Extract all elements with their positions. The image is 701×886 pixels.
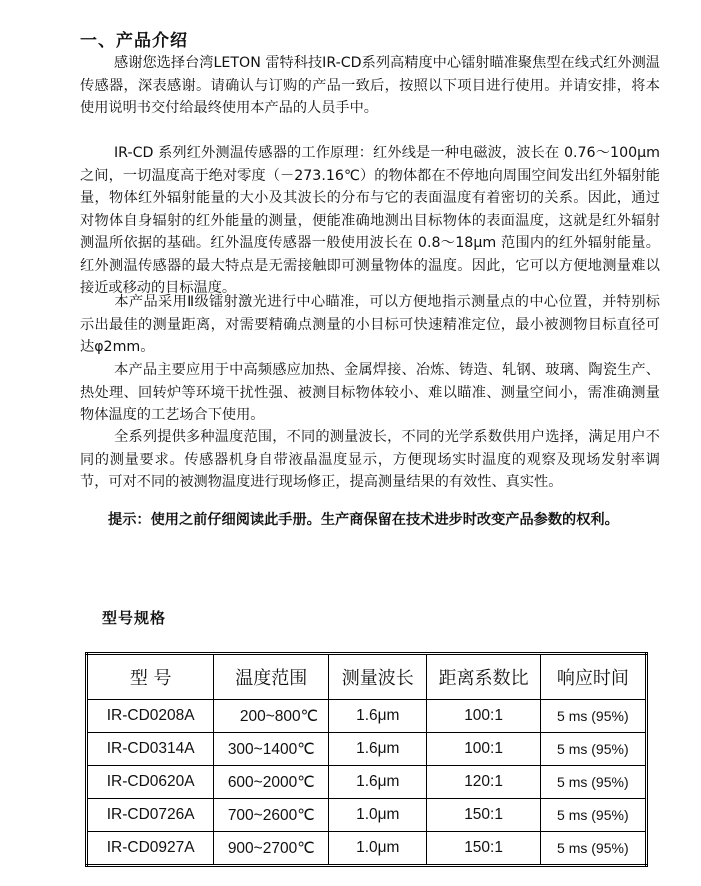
cell-response-time: 5 ms (95%) bbox=[540, 832, 646, 866]
laser-paragraph bbox=[80, 291, 660, 359]
cell-wavelength: 1.6μm bbox=[329, 733, 427, 766]
spec-table bbox=[85, 652, 648, 867]
cell-wavelength: 1.6μm bbox=[329, 700, 427, 733]
table-row bbox=[87, 700, 647, 733]
cell-distance-ratio: 120:1 bbox=[427, 766, 540, 799]
cell-response-time: 5 ms (95%) bbox=[540, 700, 646, 733]
cell-distance-ratio: 100:1 bbox=[427, 700, 540, 733]
cell-response-time: 5 ms (95%) bbox=[540, 733, 646, 766]
header-model: 型 号 bbox=[87, 654, 214, 700]
table-row bbox=[87, 733, 647, 766]
cell-model: IR-CD0208A bbox=[87, 700, 214, 733]
cell-temp-range: 200~800℃ bbox=[214, 700, 329, 733]
cell-model: IR-CD0314A bbox=[87, 733, 214, 766]
cell-wavelength: 1.6μm bbox=[329, 766, 427, 799]
cell-response-time: 5 ms (95%) bbox=[540, 766, 646, 799]
cell-wavelength: 1.0μm bbox=[329, 799, 427, 832]
table-header-row bbox=[87, 654, 647, 700]
principle-text: IR-CD 系列红外测温传感器的工作原理：红外线是一种电磁波，波长在 0.76～100μm之间，一切温度高于绝对零度（－273.16℃）的物体都在不停地向周围空间发出红外辐射能量，物体红外辐射能量的大小及其波长的分布与它的表面温度有着密切的关系。因此，通过对物体自身辐射的红外能量的测量，便能准确地测出目标物体的表面温度，这就是红外辐射测温所依据的基础。红外温度传感器一般使用波长在 0.8～18μm 范围内的红外辐射能量。红外测温传感器的最大特点是无需接触即可测量物体的温度。因此，它可以方便地测量难以接近或移动的目标温度。 bbox=[80, 145, 660, 296]
cell-response-time: 5 ms (95%) bbox=[540, 799, 646, 832]
cell-distance-ratio: 150:1 bbox=[427, 799, 540, 832]
header-distance-ratio: 距离系数比 bbox=[427, 654, 540, 700]
table-row bbox=[87, 832, 647, 866]
cell-distance-ratio: 150:1 bbox=[427, 832, 540, 866]
cell-model: IR-CD0726A bbox=[87, 799, 214, 832]
application-paragraph bbox=[80, 359, 660, 427]
series-text: 全系列提供多种温度范围，不同的测量波长，不同的光学系数供用户选择，满足用户不同的测量要求。传感器机身自带液晶温度显示，方便现场实时温度的观察及现场发射率调节，可对不同的被测物温度进行现场修正，提高测量结果的有效性、真实性。 bbox=[80, 429, 660, 490]
cell-distance-ratio: 100:1 bbox=[427, 733, 540, 766]
series-paragraph bbox=[80, 426, 660, 494]
application-text: 本产品主要应用于中高频感应加热、金属焊接、冶炼、铸造、轧钢、玻璃、陶瓷生产、热处理、回转炉等环境干扰性强、被测目标物体较小、难以瞄准、测量空间小，需准确测量物体温度的工艺场合下使用。 bbox=[80, 362, 660, 423]
header-wavelength: 测量波长 bbox=[329, 654, 427, 700]
cell-temp-range: 900~2700℃ bbox=[214, 832, 329, 866]
principle-paragraph bbox=[80, 142, 660, 300]
table-row bbox=[87, 766, 647, 799]
header-temp-range: 温度范围 bbox=[214, 654, 329, 700]
header-response-time: 响应时间 bbox=[540, 654, 646, 700]
table-row bbox=[87, 799, 647, 832]
cell-model: IR-CD0927A bbox=[87, 832, 214, 866]
cell-temp-range: 600~2000℃ bbox=[214, 766, 329, 799]
section-title: 一、产品介绍 bbox=[80, 31, 188, 51]
cell-wavelength: 1.0μm bbox=[329, 832, 427, 866]
intro-paragraph bbox=[80, 52, 660, 120]
cell-temp-range: 700~2600℃ bbox=[214, 799, 329, 832]
tip-notice: 提示：使用之前仔细阅读此手册。生产商保留在技术进步时改变产品参数的权利。 bbox=[108, 512, 619, 528]
cell-model: IR-CD0620A bbox=[87, 766, 214, 799]
spec-title: 型号规格 bbox=[102, 609, 167, 627]
intro-text: 感谢您选择台湾LETON 雷特科技IR-CD系列高精度中心镭射瞄准聚焦型在线式红外测温传感器，深表感谢。请确认与订购的产品一致后，按照以下项目进行使用。并请安排，将本使用说明书交付给最终使用本产品的人员手中。 bbox=[80, 55, 660, 116]
laser-text: 本产品采用Ⅱ级镭射激光进行中心瞄准，可以方便地指示测量点的中心位置，并特别标示出最佳的测量距离，对需要精确点测量的小目标可快速精准定位，最小被测物目标直径可达φ2mm。 bbox=[80, 294, 660, 355]
cell-temp-range: 300~1400℃ bbox=[214, 733, 329, 766]
